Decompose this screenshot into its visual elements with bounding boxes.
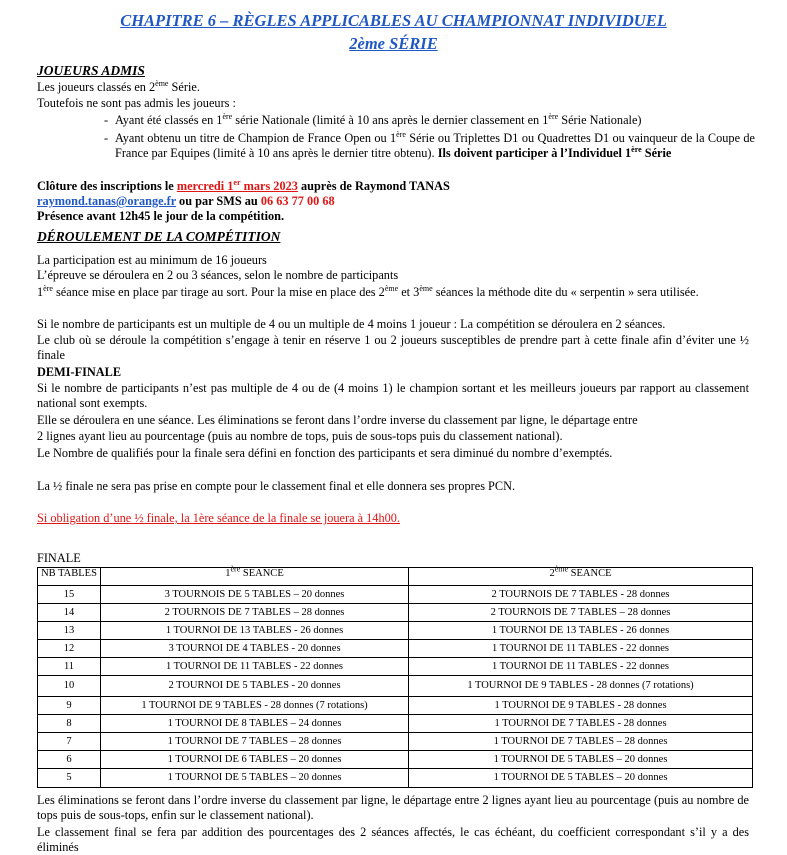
table-row xyxy=(38,733,753,751)
cell-seance-2: 1 TOURNOI DE 9 TABLES - 28 donnes xyxy=(409,697,753,715)
cell-seance-1: 1 TOURNOI DE 6 TABLES – 20 donnes xyxy=(101,751,409,769)
cell-nb-tables: 10 xyxy=(38,676,101,697)
cell-nb-tables: 8 xyxy=(38,715,101,733)
cell-seance-1: 3 TOURNOIS DE 5 TABLES – 20 donnes xyxy=(101,586,409,604)
cell-seance-2: 2 TOURNOIS DE 7 TABLES - 28 donnes xyxy=(409,586,753,604)
deroulement-p3: 1ère séance mise en place par tirage au sort. Pour la mise en place des 2ème et 3ème séances la méthode dite du « serpentin » sera utilisée. xyxy=(37,283,699,299)
cell-seance-2: 1 TOURNOI DE 7 TABLES - 28 donnes xyxy=(409,715,753,733)
col-header-nb-tables: NB TABLES xyxy=(38,568,101,586)
deroulement-p4: Si le nombre de participants est un multiple de 4 ou un multiple de 4 moins 1 joueur : La compétition se déroulera en 2 séances. xyxy=(37,317,666,331)
table-row xyxy=(38,658,753,676)
table-row xyxy=(38,715,753,733)
cell-seance-1: 1 TOURNOI DE 8 TABLES – 24 donnes xyxy=(101,715,409,733)
cell-seance-2: 1 TOURNOI DE 5 TABLES – 20 donnes xyxy=(409,769,753,788)
cell-nb-tables: 7 xyxy=(38,733,101,751)
demi-finale-heading: DEMI-FINALE xyxy=(37,365,122,379)
deroulement-p5: Le club où se déroule la compétition s’engage à tenir en réserve 1 ou 2 joueurs susceptibles de prendre part à cette finale afin d’éviter une ½ finale xyxy=(37,333,749,362)
cloture-line: Clôture des inscriptions le mercredi 1er mars 2023 auprès de Raymond TANAS xyxy=(37,177,450,193)
cell-seance-2: 1 TOURNOI DE 5 TABLES – 20 donnes xyxy=(409,751,753,769)
demi-finale-p2: Elle se déroulera en une séance. Les éliminations se feront dans l’ordre inverse du classement par ligne, le départage entre xyxy=(37,413,638,427)
cell-seance-1: 1 TOURNOI DE 7 TABLES – 28 donnes xyxy=(101,733,409,751)
deroulement-p1: La participation est au minimum de 16 joueurs xyxy=(37,253,267,267)
cell-nb-tables: 13 xyxy=(38,622,101,640)
table-row xyxy=(38,586,753,604)
cell-nb-tables: 12 xyxy=(38,640,101,658)
col-header-seance-1: 1ère SEANCE xyxy=(101,568,409,586)
finale-table xyxy=(37,564,753,788)
col-header-seance-2: 2ème SEANCE xyxy=(409,568,753,586)
cell-seance-2: 2 TOURNOIS DE 7 TABLES – 28 donnes xyxy=(409,604,753,622)
table-row xyxy=(38,751,753,769)
finale-note-2: Le classement final se fera par addition des pourcentages des 2 séances affectés, le cas échéant, du coefficient correspondant s’il y a des éliminés xyxy=(37,825,749,854)
cell-seance-2: 1 TOURNOI DE 11 TABLES - 22 donnes xyxy=(409,640,753,658)
demi-finale-p3: 2 lignes ayant lieu au pourcentage (puis au nombre de tops, puis de sous-tops puis du classement national). xyxy=(37,429,563,443)
table-row xyxy=(38,640,753,658)
cell-nb-tables: 15 xyxy=(38,586,101,604)
cell-seance-1: 1 TOURNOI DE 11 TABLES - 22 donnes xyxy=(101,658,409,676)
cell-seance-1: 3 TOURNOI DE 4 TABLES - 20 donnes xyxy=(101,640,409,658)
table-header-row xyxy=(38,568,753,586)
finale-heading: FINALE xyxy=(37,551,81,565)
cell-seance-1: 1 TOURNOI DE 9 TABLES - 28 donnes (7 rotations) xyxy=(101,697,409,715)
cell-seance-2: 1 TOURNOI DE 11 TABLES - 22 donnes xyxy=(409,658,753,676)
deroulement-p2: L’épreuve se déroulera en 2 ou 3 séances, selon le nombre de participants xyxy=(37,268,399,282)
bullet-item-1: Ayant été classés en 1ère série Nationale (limité à 10 ans après le dernier classement en 1ère Série Nationale) xyxy=(115,111,642,127)
joueurs-line-1: Les joueurs classés en 2ème Série. xyxy=(37,78,200,94)
chapter-title: CHAPITRE 6 – RÈGLES APPLICABLES AU CHAMPIONNAT INDIVIDUEL xyxy=(120,11,667,30)
cell-seance-2: 1 TOURNOI DE 9 TABLES - 28 donnes (7 rotations) xyxy=(409,676,753,697)
demi-finale-p1: Si le nombre de participants n’est pas multiple de 4 ou de (4 moins 1) le champion sortant et les meilleurs joueurs par rapport au classement national sont exempts. xyxy=(37,381,749,410)
demi-finale-note: Si obligation d’une ½ finale, la 1ère séance de la finale se jouera à 14h00. xyxy=(37,511,400,525)
section-heading-deroulement: DÉROULEMENT DE LA COMPÉTITION xyxy=(37,229,281,244)
cell-nb-tables: 6 xyxy=(38,751,101,769)
cell-nb-tables: 9 xyxy=(38,697,101,715)
table-row xyxy=(38,676,753,697)
table-row xyxy=(38,769,753,788)
table-row xyxy=(38,697,753,715)
presence-line: Présence avant 12h45 le jour de la compétition. xyxy=(37,209,285,223)
cell-nb-tables: 14 xyxy=(38,604,101,622)
demi-finale-p5: La ½ finale ne sera pas prise en compte pour le classement final et elle donnera ses propres PCN. xyxy=(37,479,516,493)
joueurs-line-2: Toutefois ne sont pas admis les joueurs : xyxy=(37,96,236,110)
cell-nb-tables: 11 xyxy=(38,658,101,676)
cell-seance-2: 1 TOURNOI DE 13 TABLES - 26 donnes xyxy=(409,622,753,640)
cell-seance-2: 1 TOURNOI DE 7 TABLES – 28 donnes xyxy=(409,733,753,751)
section-heading-joueurs: JOUEURS ADMIS xyxy=(37,63,145,78)
bullet-dash: - xyxy=(104,131,109,145)
cell-seance-1: 2 TOURNOIS DE 7 TABLES – 28 donnes xyxy=(101,604,409,622)
contact-line: raymond.tanas@orange.fr ou par SMS au 06 63 77 00 68 xyxy=(37,194,335,208)
cell-nb-tables: 5 xyxy=(38,769,101,788)
bullet-dash: - xyxy=(104,113,109,127)
finale-note-1: Les éliminations se feront dans l’ordre inverse du classement par ligne, le départage entre 2 lignes ayant lieu au pourcentage (puis au nombre de tops puis de sous-tops, enfin sur le classement national). xyxy=(37,793,749,822)
email-link[interactable]: raymond.tanas@orange.fr xyxy=(37,194,176,208)
cell-seance-1: 2 TOURNOI DE 5 TABLES - 20 donnes xyxy=(101,676,409,697)
table-row xyxy=(38,622,753,640)
cell-seance-1: 1 TOURNOI DE 13 TABLES - 26 donnes xyxy=(101,622,409,640)
bullet-item-2: Ayant obtenu un titre de Champion de France Open ou 1ère Série ou Triplettes D1 ou Quadrettes D1 ou vainqueur de la Coupe de France par Equipes (limité à 10 ans après le dernier titre obtenu). Ils doivent participer à l’Individuel 1ère Série xyxy=(115,129,756,160)
table-row xyxy=(38,604,753,622)
chapter-subtitle: 2ème SÉRIE xyxy=(349,34,438,53)
cell-seance-1: 1 TOURNOI DE 5 TABLES – 20 donnes xyxy=(101,769,409,788)
sms-phone: 06 63 77 00 68 xyxy=(260,194,335,208)
demi-finale-p4: Le Nombre de qualifiés pour la finale sera défini en fonction des participants et sera diminué du nombre d’exemptés. xyxy=(37,446,613,460)
